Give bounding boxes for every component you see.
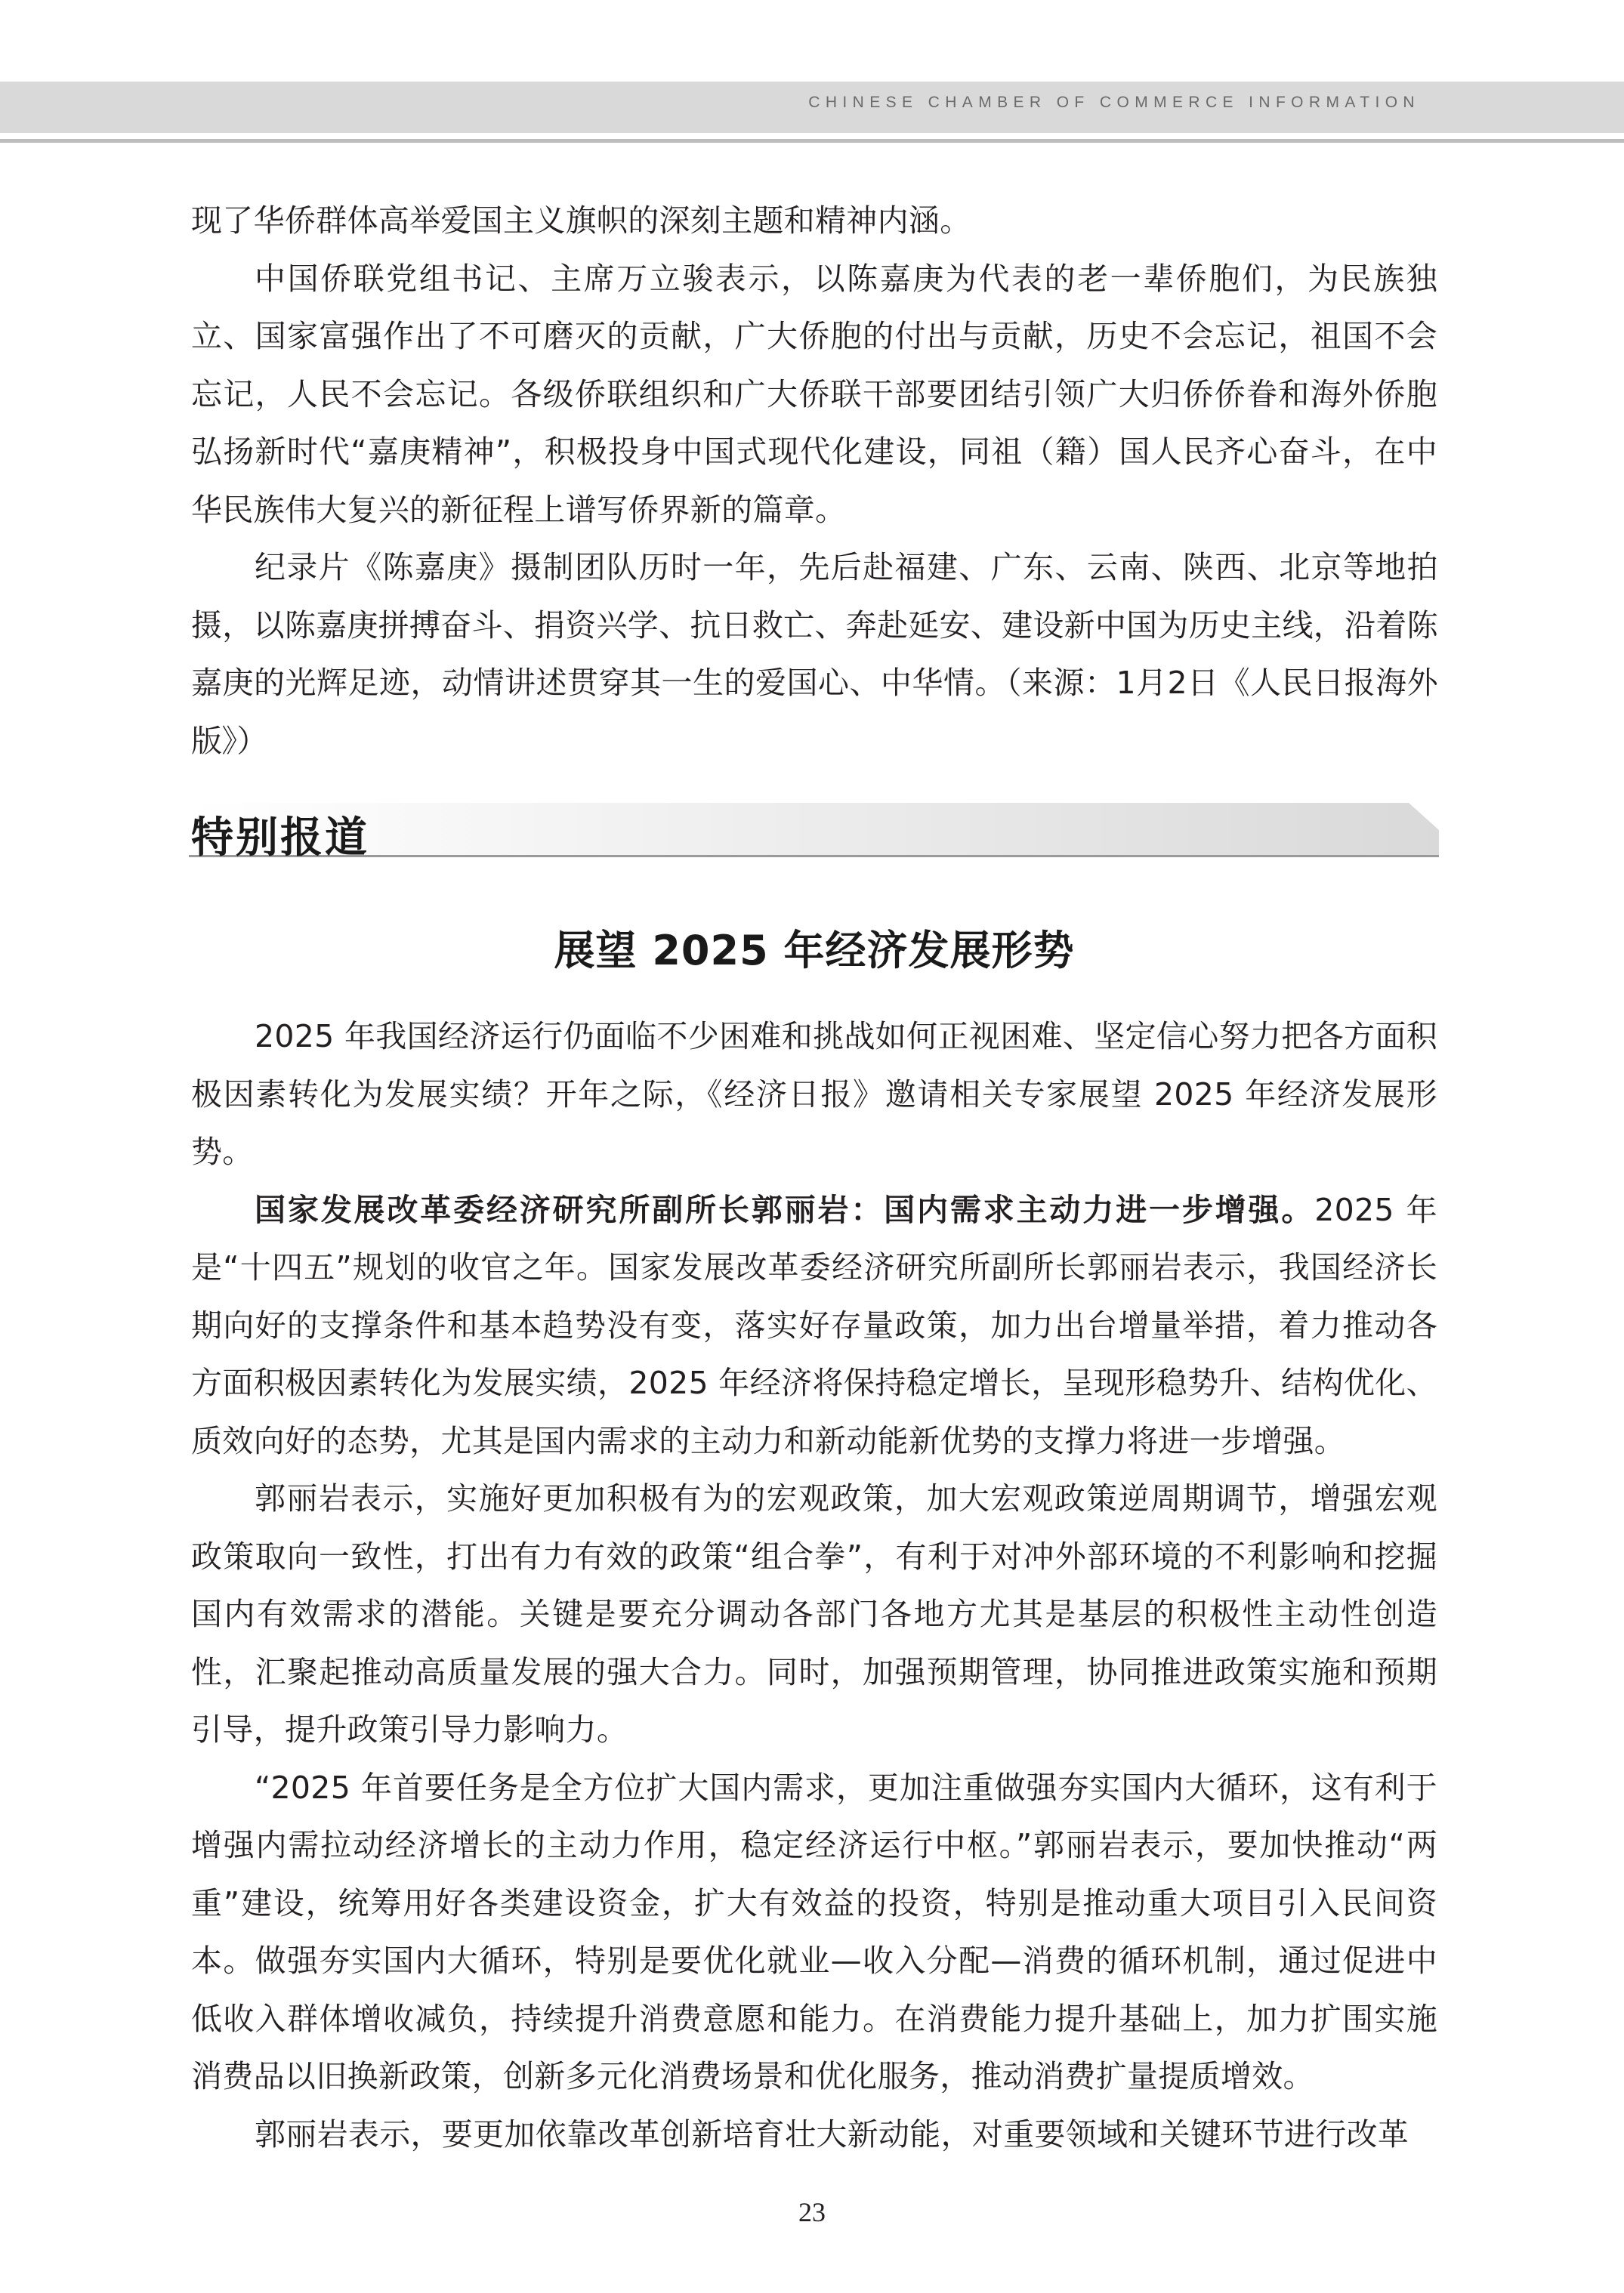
paragraph: 纪录片《陈嘉庚》摄制团队历时一年，先后赴福建、广东、云南、陕西、北京等地拍摄，以陈嘉庚拼搏奋斗、捐资兴学、抗日救亡、奔赴延安、建设新中国为历史主线，沿着陈嘉庚的光辉足迹，动情讲述贯穿其一生的爱国心、中华情。（来源：1月2日《人民日报海外版》） xyxy=(191,549,1437,759)
paragraph-lead: 国家发展改革委经济研究所副所长郭丽岩：国内需求主动力进一步增强。 xyxy=(255,1191,1315,1228)
header-rule xyxy=(0,139,1624,143)
paragraph-body: 2025 年是“十四五”规划的收官之年。国家发展改革委经济研究所副所长郭丽岩表示，我国经济长期向好的支撑条件和基本趋势没有变，落实好存量政策，加力出台增量举措，着力推动各方面积极因素转化为发展实绩，2025 年经济将保持稳定增长，呈现形稳势升、结构优化、质效向好的态势，尤其是国内需求的主动力和新动能新优势的支撑力将进一步增强。 xyxy=(191,1191,1437,1459)
paragraph: 2025 年我国经济运行仍面临不少困难和挑战如何正视困难、坚定信心努力把各方面积极因素转化为发展实绩？开年之际，《经济日报》邀请相关专家展望 2025 年经济发展形势。 xyxy=(191,1018,1437,1170)
paragraph: 中国侨联党组书记、主席万立骏表示，以陈嘉庚为代表的老一辈侨胞们，为民族独立、国家富强作出了不可磨灭的贡献，广大侨胞的付出与贡献，历史不会忘记，祖国不会忘记，人民不会忘记。各级侨联组织和广大侨联干部要团结引领广大归侨侨眷和海外侨胞弘扬新时代“嘉庚精神”，积极投身中国式现代化建设，同祖（籍）国人民齐心奋斗，在中华民族伟大复兴的新征程上谱写侨界新的篇章。 xyxy=(191,260,1437,528)
article-title: 展望 2025 年经济发展形势 xyxy=(554,927,1075,974)
paragraph xyxy=(191,1181,1437,1471)
paragraph: 现了华侨群体高举爱国主义旗帜的深刻主题和精神内涵。 xyxy=(191,202,971,239)
section-banner xyxy=(189,803,1439,863)
paragraph: 郭丽岩表示，实施好更加积极有为的宏观政策，加大宏观政策逆周期调节，增强宏观政策取向一致性，打出有力有效的政策“组合拳”，有利于对冲外部环境的不利影响和挖掘国内有效需求的潜能。关键是要充分调动各部门各地方尤其是基层的积极性主动性创造性，汇聚起推动高质量发展的强大合力。同时，加强预期管理，协同推进政策实施和预期引导，提升政策引导力影响力。 xyxy=(191,1480,1437,1748)
previous-article-continuation xyxy=(191,192,1437,770)
section-banner-rule xyxy=(189,855,1439,857)
section-title: 特别报道 xyxy=(191,813,369,863)
publication-name: CHINESE CHAMBER OF COMMERCE INFORMATION xyxy=(808,94,1420,111)
page-number: 23 xyxy=(798,2197,826,2227)
article-body xyxy=(191,1008,1437,2163)
paragraph: 郭丽岩表示，要更加依靠改革创新培育壮大新动能，对重要领域和关键环节进行改革 xyxy=(255,2116,1409,2153)
paragraph: “2025 年首要任务是全方位扩大国内需求，更加注重做强夯实国内大循环，这有利于增强内需拉动经济增长的主动力作用，稳定经济运行中枢。”郭丽岩表示，要加快推动“两重”建设，统筹用好各类建设资金，扩大有效益的投资，特别是推动重大项目引入民间资本。做强夯实国内大循环，特别是要优化就业—收入分配—消费的循环机制，通过促进中低收入群体增收减负，持续提升消费意愿和能力。在消费能力提升基础上，加力扩围实施消费品以旧换新政策，创新多元化消费场景和优化服务，推动消费扩量提质增效。 xyxy=(191,1769,1437,2094)
section-banner-background xyxy=(189,803,1439,857)
